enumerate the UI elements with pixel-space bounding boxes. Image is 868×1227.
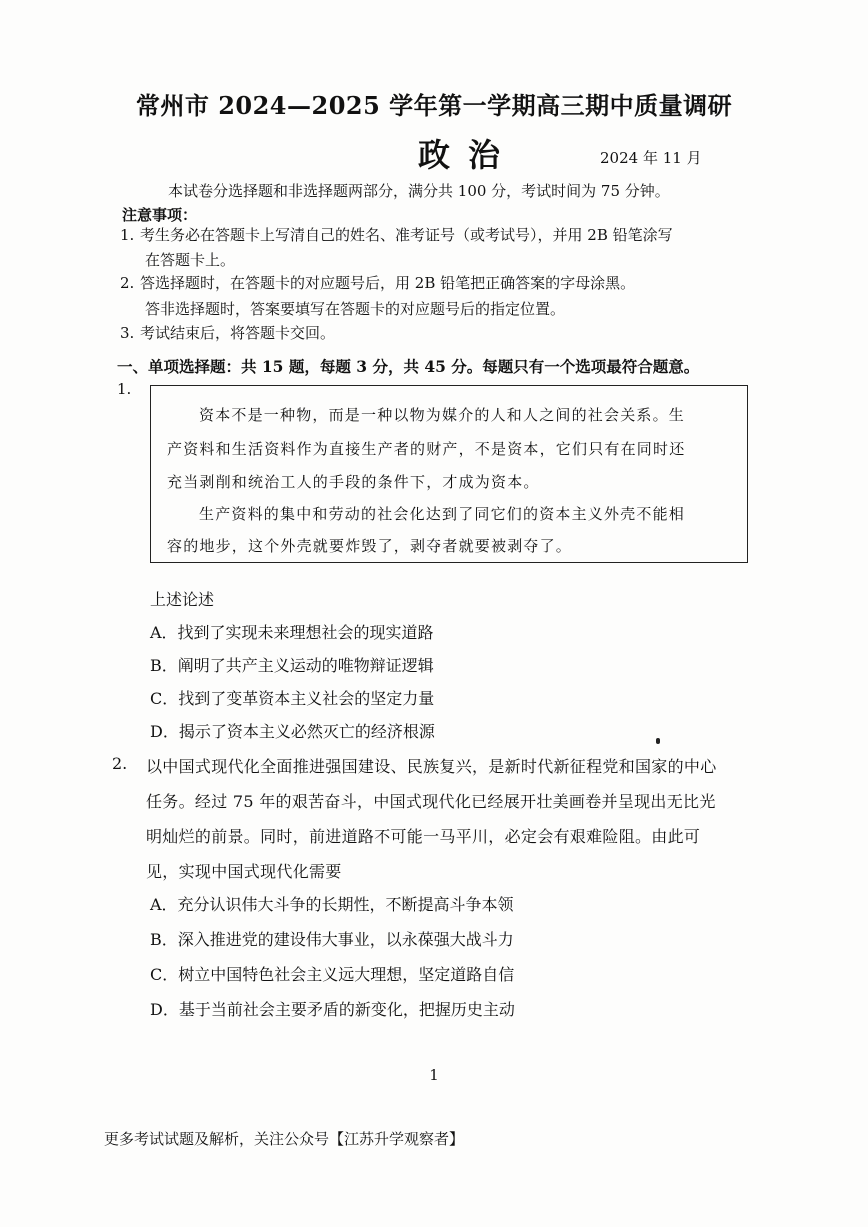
question-2-number: 2. (112, 754, 128, 773)
quote-line: 资本不是一种物，而是一种以物为媒介的人和人之间的社会关系。生 (199, 406, 686, 424)
notice-item-number: 1. (120, 226, 135, 244)
question-2-stem-line: 任务。经过 75 年的艰苦奋斗，中国式现代化已经展开壮美画卷并呈现出无比光 (146, 792, 716, 811)
page-number: 1 (429, 1066, 439, 1084)
section-heading: 一、单项选择题：共 15 题，每题 3 分，共 45 分。每题只有一个选项最符合题意。 (117, 357, 700, 376)
quote-line: 容的地步，这个外壳就要炸毁了，剥夺者就要被剥夺了。 (167, 537, 573, 555)
notice-item-1-cont: 在答题卡上。 (145, 251, 236, 269)
notice-item-text: 答选择题时，在答题卡的对应题号后，用 2B 铅笔把正确答案的字母涂黑。 (140, 274, 636, 292)
question-1-option-a: A．找到了实现未来理想社会的现实道路 (150, 623, 434, 642)
quote-line: 充当剥削和统治工人的手段的条件下，才成为资本。 (167, 473, 540, 491)
scan-speck (656, 738, 660, 744)
notice-item-2 (120, 272, 635, 295)
notice-heading: 注意事项： (122, 206, 198, 224)
notice-item-number: 2. (120, 274, 135, 292)
question-2-stem-line: 以中国式现代化全面推进强国建设、民族复兴，是新时代新征程党和国家的中心 (146, 757, 717, 776)
question-1-stem: 上述论述 (150, 590, 215, 609)
question-2-stem-line: 明灿烂的前景。同时，前进道路不可能一马平川，必定会有艰难险阻。由此可 (146, 827, 701, 846)
notice-item-text: 考试结束后，将答题卡交回。 (140, 324, 336, 342)
question-1-option-d: D．揭示了资本主义必然灭亡的经济根源 (150, 722, 435, 741)
question-1-option-c: C．找到了变革资本主义社会的坚定力量 (150, 689, 435, 708)
notice-item-1 (120, 224, 673, 247)
question-2-option-a: A．充分认识伟大斗争的长期性，不断提高斗争本领 (150, 895, 514, 914)
exam-date: 2024 年 11 月 (600, 149, 702, 167)
notice-item-3 (120, 322, 335, 345)
question-1-quote-box (150, 385, 748, 563)
question-2-option-c: C．树立中国特色社会主义远大理想，坚定道路自信 (150, 965, 515, 984)
quote-line: 生产资料的集中和劳动的社会化达到了同它们的资本主义外壳不能相 (199, 505, 686, 523)
subject-title: 政治 (418, 136, 519, 174)
question-2-option-d: D．基于当前社会主要矛盾的新变化，把握历史主动 (150, 1000, 515, 1019)
exam-title: 常州市 2024—2025 学年第一学期高三期中质量调研 (135, 91, 733, 120)
exam-intro: 本试卷分选择题和非选择题两部分，满分共 100 分，考试时间为 75 分钟。 (168, 182, 670, 200)
question-2-stem-line: 见，实现中国式现代化需要 (146, 862, 342, 881)
quote-line: 产资料和生活资料作为直接生产者的财产，不是资本，它们只有在同时还 (167, 440, 686, 458)
notice-item-2-cont: 答非选择题时，答案要填写在答题卡的对应题号后的指定位置。 (145, 300, 566, 318)
question-1-option-b: B．阐明了共产主义运动的唯物辩证逻辑 (150, 656, 434, 675)
notice-item-number: 3. (120, 324, 135, 342)
question-1-number: 1. (117, 380, 132, 398)
footer-note: 更多考试试题及解析，关注公众号【江苏升学观察者】 (104, 1130, 465, 1148)
notice-item-text: 考生务必在答题卡上写清自己的姓名、准考证号（或考试号），并用 2B 铅笔涂写 (140, 226, 673, 244)
question-2-option-b: B．深入推进党的建设伟大事业，以永葆强大战斗力 (150, 930, 514, 949)
